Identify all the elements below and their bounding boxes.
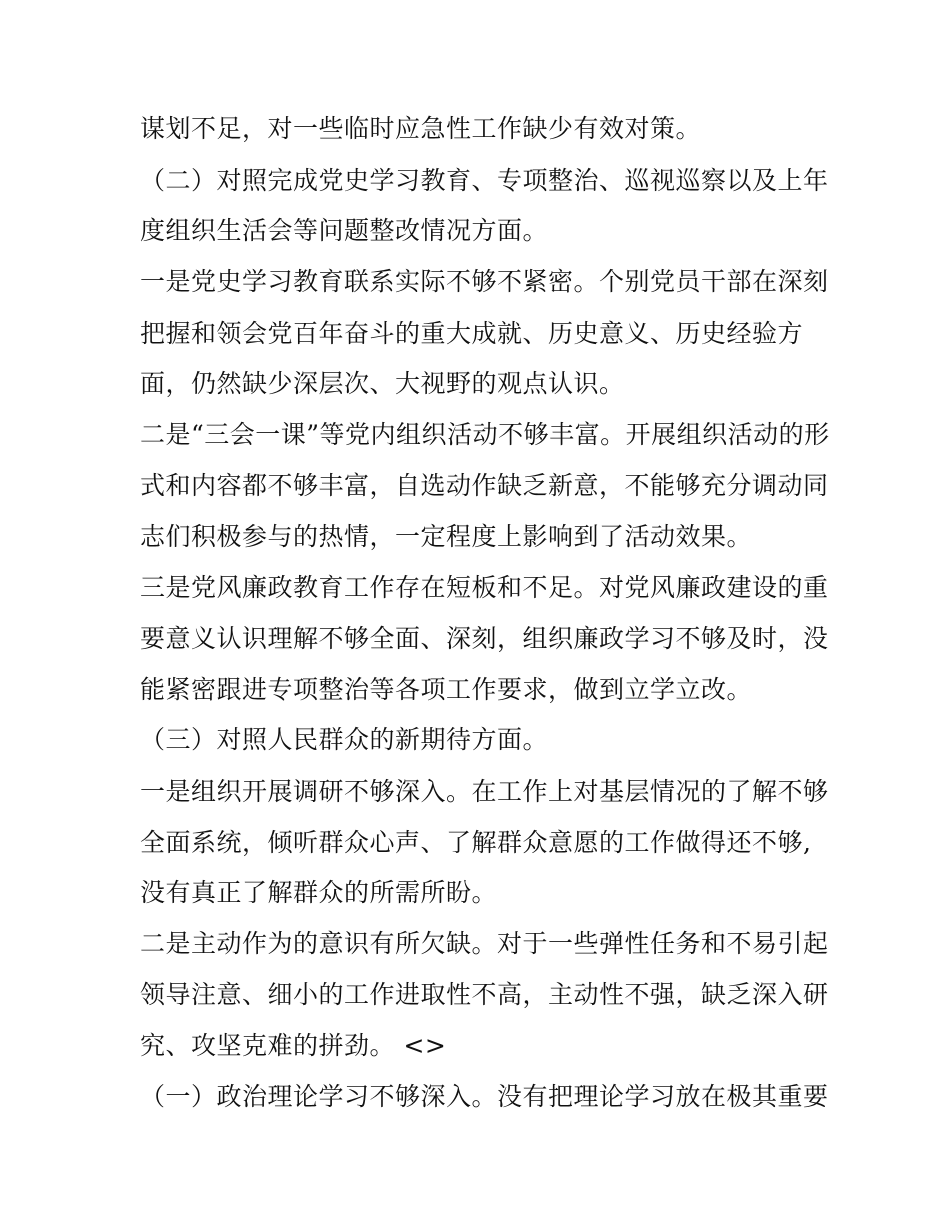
text-line: 要意义认识理解不够全面、深刻，组织廉政学习不够及时，没 bbox=[140, 624, 829, 653]
text-line: 谋划不足，对一些临时应急性工作缺少有效对策。 bbox=[140, 114, 702, 143]
text-line: 全面系统，倾听群众心声、了解群众意愿的工作做得还不够, bbox=[140, 828, 812, 857]
text-line: 一是组织开展调研不够深入。在工作上对基层情况的了解不够 bbox=[140, 777, 829, 806]
text-line: 二是主动作为的意识有所欠缺。对于一些弹性任务和不易引起 bbox=[140, 929, 829, 958]
text-line: 把握和领会党百年奋斗的重大成就、历史意义、历史经验方 bbox=[140, 319, 804, 348]
text-line: （二）对照完成党史学习教育、专项整治、巡视巡察以及上年 bbox=[140, 166, 829, 195]
text-line: （三）对照人民群众的新期待方面。 bbox=[140, 725, 549, 754]
text-line: 一是党史学习教育联系实际不够不紧密。个别党员干部在深刻 bbox=[140, 267, 829, 296]
text-line: 二是“三会一课”等党内组织活动不够丰富。开展组织活动的形 bbox=[140, 420, 830, 449]
text-line: 究、攻坚克难的拼劲。 <> bbox=[140, 1031, 447, 1060]
text-line: 式和内容都不够丰富，自选动作缺乏新意，不能够充分调动同 bbox=[140, 471, 829, 500]
text-line: 能紧密跟进专项整治等各项工作要求，做到立学立改。 bbox=[140, 675, 753, 704]
text-line: 志们积极参与的热情，一定程度上影响到了活动效果。 bbox=[140, 522, 753, 551]
text-line: 没有真正了解群众的所需所盼。 bbox=[140, 878, 498, 907]
text-line: （一）政治理论学习不够深入。没有把理论学习放在极其重要 bbox=[140, 1082, 829, 1111]
text-line: 面，仍然缺少深层次、大视野的观点认识。 bbox=[140, 369, 625, 398]
text-line: 度组织生活会等问题整改情况方面。 bbox=[140, 216, 549, 245]
text-line: 三是党风廉政教育工作存在短板和不足。对党风廉政建设的重 bbox=[140, 573, 829, 602]
text-line: 领导注意、细小的工作进取性不高，主动性不强，缺乏深入研 bbox=[140, 980, 829, 1009]
